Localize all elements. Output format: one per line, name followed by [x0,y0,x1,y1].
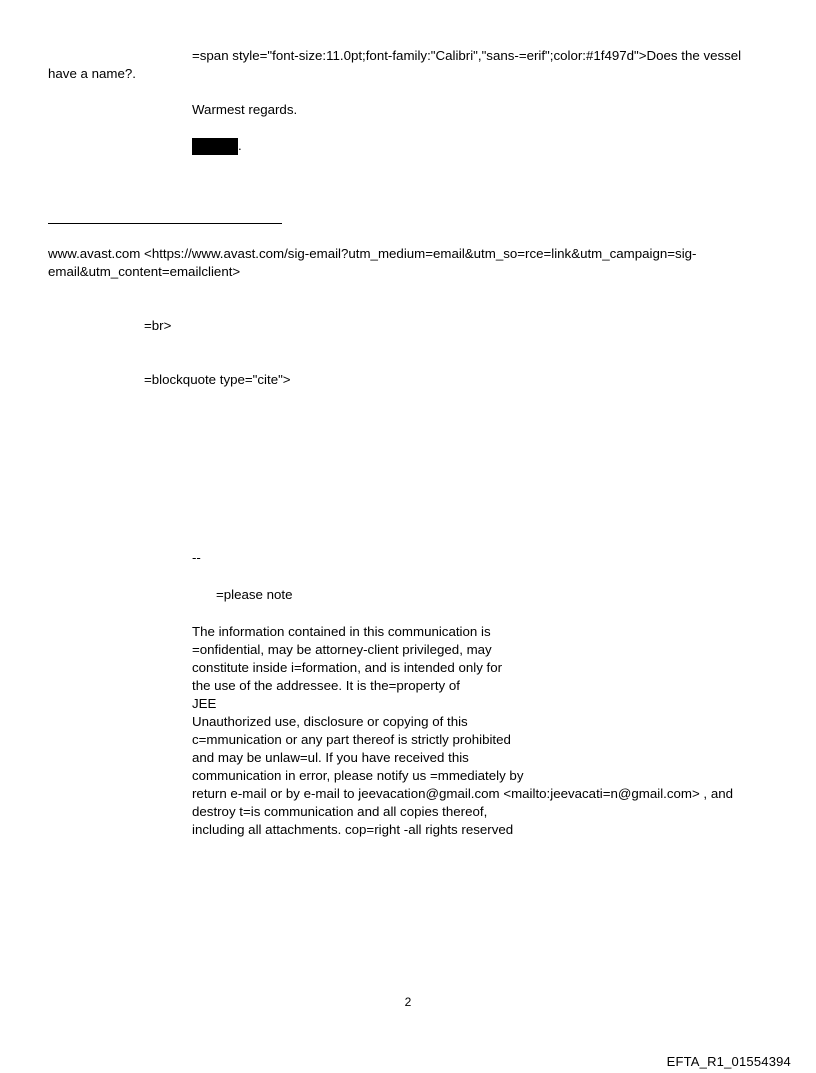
signature-dashes: -- [192,550,201,565]
notice-line: and may be unlaw=ul. If you have received this [192,750,469,765]
closing-regards: Warmest regards. [192,102,298,117]
vessel-name-question: have a name?. [48,66,136,81]
notice-line: c=mmunication or any part thereof is strictly prohibited [192,732,511,747]
notice-line: the use of the addressee. It is the=property of [192,678,460,693]
notice-line: =onfidential, may be attorney-client privileged, may [192,642,492,657]
document-id-stamp: EFTA_R1_01554394 [666,1054,791,1069]
br-tag-text: =br> [144,318,172,333]
notice-line: including all attachments. cop=right -all rights reserved [192,822,514,837]
notice-line: Unauthorized use, disclosure or copying of this [192,714,468,729]
avast-link-line-2: email&utm_content=emailclient> [48,264,241,279]
please-note-heading: =please note [216,587,293,602]
notice-line: return e-mail or by e-mail to jeevacation@gmail.com <mailto:jeevacati=n@gmail.com> , and [192,786,734,801]
signature-divider [48,223,282,224]
notice-line: The information contained in this communication is [192,624,491,639]
avast-link-line-1: www.avast.com <https://www.avast.com/sig-email?utm_medium=email&utm_so=rce=link&utm_campaign=sig- [48,246,697,261]
blockquote-tag-text: =blockquote type="cite"> [144,372,291,387]
signature-period: . [238,138,242,153]
notice-line: communication in error, please notify us =mmediately by [192,768,524,783]
confidentiality-notice [192,623,733,839]
span-style-line: =span style="font-size:11.0pt;font-family:"Calibri","sans-=erif";color:#1f497d">Does the vessel [192,48,742,63]
page-number: 2 [404,995,412,1009]
notice-line: destroy t=is communication and all copies thereof, [192,804,488,819]
notice-line: JEE [192,696,217,711]
redacted-signature-block [192,138,238,155]
notice-line: constitute inside i=formation, and is intended only for [192,660,503,675]
